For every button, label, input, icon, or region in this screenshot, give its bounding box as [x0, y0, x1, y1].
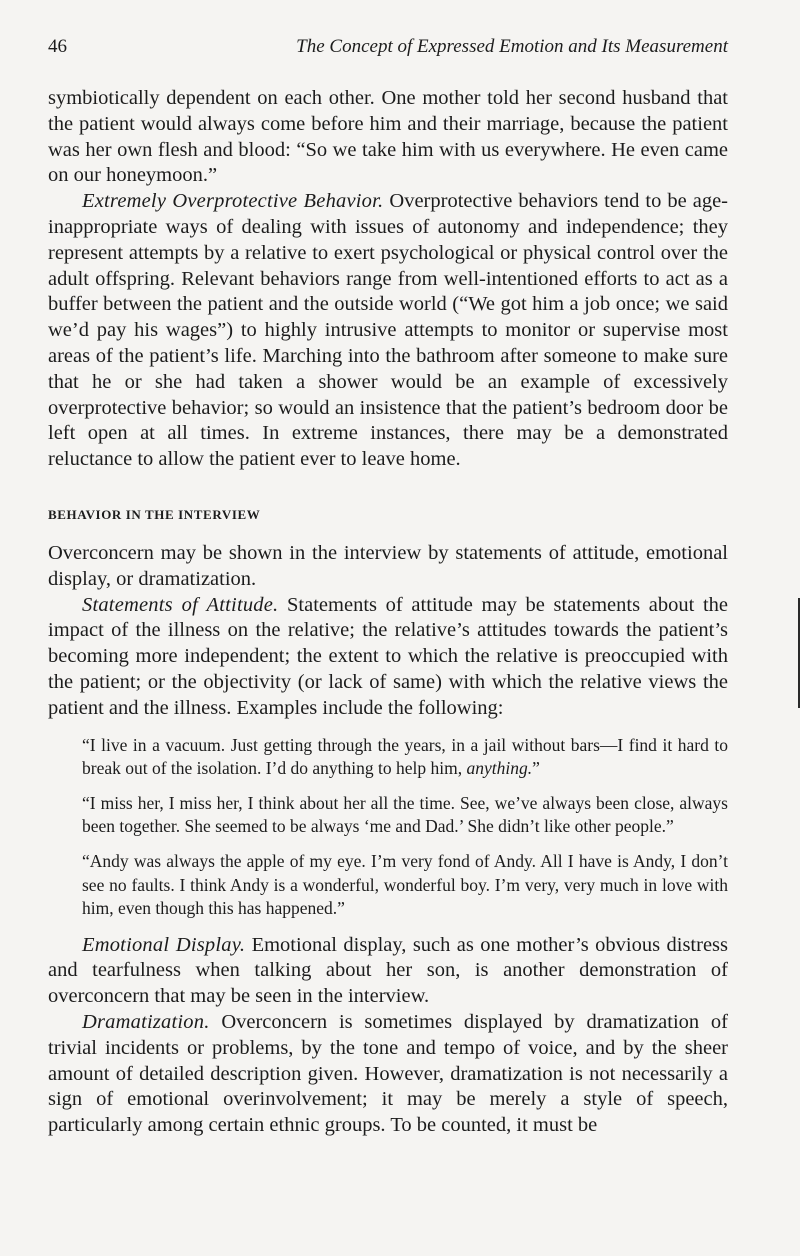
- page-number: 46: [48, 36, 67, 57]
- paragraph-intro: Overconcern may be shown in the interview by statements of attitude, emotional display, or dramatization.: [48, 541, 728, 590]
- paragraph-text: Statements of attitude may be statements about the impact of the illness on the relative; the relative’s attitudes towards the patient’s becoming more independent; the extent to which the relative is preoccupied with the patient; or the objectivity (or lack of same) with which the relative views the patient and the illness. Examples include the following:: [48, 593, 728, 719]
- running-head: [48, 30, 728, 62]
- block-quotes: [82, 734, 728, 921]
- quote-2: “I miss her, I miss her, I think about her all the time. See, we’ve always been close, always been together. She seemed to be always ‘me and Dad.’ She didn’t like other people.”: [82, 792, 728, 837]
- run-in-heading: Dramatization.: [82, 1011, 210, 1034]
- run-in-heading: Extremely Overprotective Behavior.: [82, 190, 384, 213]
- paragraph-text: Overconcern is sometimes displayed by dramatization of trivial incidents or problems, by the tone and tempo of voice, and by the sheer amount of detailed description given. However, dramatization is not necessarily a sign of emotional overinvolvement; it may be merely a style of speech, particularly among certain ethnic groups. To be counted, it must be: [48, 1011, 729, 1137]
- running-title: The Concept of Expressed Emotion and Its Measurement: [296, 36, 728, 57]
- paragraph-statements-of-attitude: [48, 593, 728, 722]
- paragraph-dramatization: [48, 1010, 728, 1139]
- section-heading: BEHAVIOR IN THE INTERVIEW: [48, 506, 261, 522]
- page-body: [48, 86, 728, 1139]
- paragraph-overprotective-behavior: [48, 189, 728, 473]
- paragraph-emotional-display: [48, 933, 728, 1010]
- paragraph-text: Emotional display, such as one mother’s obvious distress and tearfulness when talking about her son, is another demonstration of overconcern that may be seen in the interview.: [48, 933, 729, 1008]
- quote-3: “Andy was always the apple of my eye. I’m very fond of Andy. All I have is Andy, I don’t see no faults. I think Andy is a wonderful, wonderful boy. I’m very, very much in love with him, even though this has happened.”: [82, 850, 728, 919]
- paragraph-text: Overprotective behaviors tend to be age-inappropriate ways of dealing with issues of autonomy and independence; they represent attempts by a relative to exert psychological or physical control over the adult offspring. Relevant behaviors range from well-intentioned efforts to act as a buffer between the patient and the outside world (“We got him a job once; we said we’d pay his wages”) to highly intrusive attempts to monitor or supervise most areas of the patient’s life. Marching into the bathroom after someone to make sure that he or she had taken a shower would be an example of excessively overprotective behavior; so would an insistence that the patient’s bedroom door be left open at all times. In extreme instances, there may be a demonstrated reluctance to allow the patient ever to leave home.: [48, 190, 728, 471]
- run-in-heading: Emotional Display.: [82, 933, 246, 956]
- book-page: [48, 30, 729, 1137]
- run-in-heading: Statements of Attitude.: [82, 593, 279, 616]
- quote-1: “I live in a vacuum. Just getting through the years, in a jail without bars—I find it hard to break out of the isolation. I’d do anything to help him, anything.”: [82, 734, 728, 779]
- paragraph-continued: symbiotically dependent on each other. One mother told her second husband that the patient would always come before him and their marriage, because the patient was her own flesh and blood: “So we take him with us everywhere. He even came on our honeymoon.”: [48, 87, 728, 187]
